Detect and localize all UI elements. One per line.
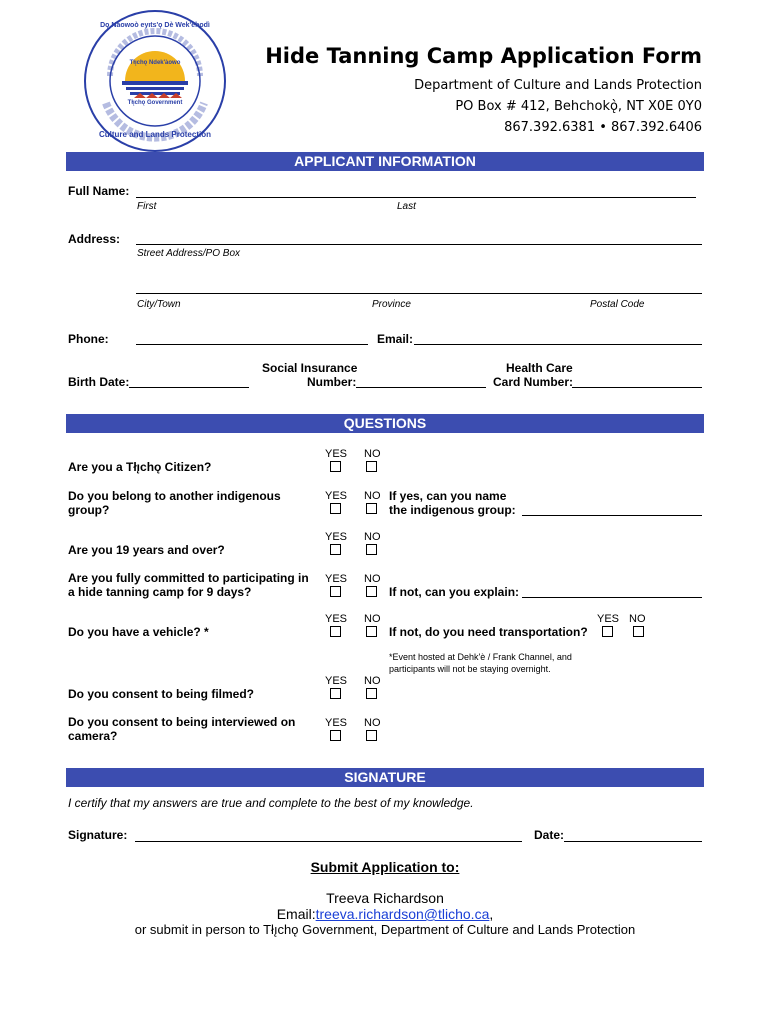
q1-yes-label: YES xyxy=(325,448,348,460)
q3-no-label: NO xyxy=(364,531,381,543)
phone-label: Phone: xyxy=(68,332,109,346)
contact-name: Treeva Richardson xyxy=(326,890,444,906)
q7-no-checkbox[interactable] xyxy=(366,730,377,741)
transport-yes-checkbox[interactable] xyxy=(602,626,613,637)
street-address-field[interactable] xyxy=(136,244,702,245)
q7-label-line-1: Do you consent to being interviewed on xyxy=(68,715,296,729)
q5-yes-label: YES xyxy=(325,613,348,625)
q3-no-checkbox[interactable] xyxy=(366,544,377,555)
phone-field[interactable] xyxy=(136,344,368,345)
q5-no-checkbox[interactable] xyxy=(366,626,377,637)
signature-field[interactable] xyxy=(135,841,522,842)
certification-text: I certify that my answers are true and complete to the best of my knowledge. xyxy=(68,796,474,810)
q6-yes-label: YES xyxy=(325,675,348,687)
first-caption: First xyxy=(137,201,157,212)
q3-yes-checkbox[interactable] xyxy=(330,544,341,555)
q5-yes-checkbox[interactable] xyxy=(330,626,341,637)
email-prefix: Email: xyxy=(276,906,316,922)
q5-follow-up-label: If not, do you need transportation? xyxy=(389,625,588,639)
section-questions: QUESTIONS xyxy=(66,414,704,433)
q4-label-line-1: Are you fully committed to participating in xyxy=(68,571,309,585)
email-field[interactable] xyxy=(414,344,702,345)
logo-text-1: Tłı̨chǫ Ndek'àowo xyxy=(129,60,181,66)
q4-label-line-2: a hide tanning camp for 9 days? xyxy=(68,585,252,599)
street-caption: Street Address/PO Box xyxy=(137,248,241,259)
full-name-label: Full Name: xyxy=(68,184,130,198)
postal-caption: Postal Code xyxy=(590,299,645,310)
transport-yes-label: YES xyxy=(597,613,620,625)
q2-follow-up-line-1: If yes, can you name xyxy=(389,489,507,503)
date-field[interactable] xyxy=(564,841,702,842)
phone-numbers: 867.392.6381 • 867.392.6406 xyxy=(504,120,702,135)
q2-label-line-2: group? xyxy=(68,503,110,517)
birth-date-field[interactable] xyxy=(129,387,249,388)
full-name-field[interactable] xyxy=(136,197,696,198)
q1-no-label: NO xyxy=(364,448,381,460)
section-applicant-information: APPLICANT INFORMATION xyxy=(66,152,704,171)
q7-label-line-2: camera? xyxy=(68,729,118,743)
contact-email-line xyxy=(0,906,770,922)
event-note-line-1: *Event hosted at Dehk'è / Frank Channel, and xyxy=(389,652,572,662)
q7-yes-checkbox[interactable] xyxy=(330,730,341,741)
q2-follow-up-line-2: the indigenous group: xyxy=(389,503,516,517)
transport-no-checkbox[interactable] xyxy=(633,626,644,637)
health-card-label-1: Health Care xyxy=(506,361,573,375)
q5-no-label: NO xyxy=(364,613,381,625)
address-label: Address: xyxy=(68,232,121,246)
submit-heading: Submit Application to: xyxy=(310,859,460,875)
q6-yes-checkbox[interactable] xyxy=(330,688,341,699)
event-note-line-2: participants will not be staying overnight. xyxy=(389,664,551,674)
signature-label: Signature: xyxy=(68,828,128,842)
sin-label-2: Number: xyxy=(307,375,357,389)
birth-date-label: Birth Date: xyxy=(68,375,130,389)
date-label: Date: xyxy=(534,828,565,842)
mailing-address: PO Box # 412, Behchokǫ̀, NT X0E 0Y0 xyxy=(455,99,702,114)
q4-explain-field[interactable] xyxy=(522,597,702,598)
q7-yes-label: YES xyxy=(325,717,348,729)
form-title: Hide Tanning Camp Application Form xyxy=(265,44,702,68)
q6-no-checkbox[interactable] xyxy=(366,688,377,699)
q2-yes-label: YES xyxy=(325,490,348,502)
q2-yes-checkbox[interactable] xyxy=(330,503,341,514)
logo-arc-bottom: Culture and Lands Protection xyxy=(98,130,211,139)
department-name: Department of Culture and Lands Protection xyxy=(414,78,702,93)
q1-yes-checkbox[interactable] xyxy=(330,461,341,472)
transport-no-label: NO xyxy=(629,613,646,625)
q4-no-checkbox[interactable] xyxy=(366,586,377,597)
q4-yes-checkbox[interactable] xyxy=(330,586,341,597)
logo-text-2: Tłı̨chǫ Government xyxy=(127,100,183,106)
q4-yes-label: YES xyxy=(325,573,348,585)
q2-label-line-1: Do you belong to another indigenous xyxy=(68,489,281,503)
city-province-postal-field[interactable] xyxy=(136,293,702,294)
government-logo xyxy=(82,8,228,154)
q4-no-label: NO xyxy=(364,573,381,585)
q7-no-label: NO xyxy=(364,717,381,729)
q6-label: Do you consent to being filmed? xyxy=(68,687,254,701)
indigenous-group-field[interactable] xyxy=(522,515,702,516)
contact-email-link[interactable]: treeva.richardson@tlicho.ca xyxy=(315,906,490,922)
q4-follow-up-label: If not, can you explain: xyxy=(389,585,520,599)
email-label: Email: xyxy=(377,332,414,346)
section-signature: SIGNATURE xyxy=(66,768,704,787)
email-suffix: , xyxy=(489,906,494,922)
q5-label: Do you have a vehicle? * xyxy=(68,625,209,639)
in-person-text: or submit in person to Tłı̨chǫ Government, Department of Culture and Lands Protection xyxy=(134,922,636,937)
last-caption: Last xyxy=(397,201,416,212)
sin-label-1: Social Insurance xyxy=(262,361,358,375)
q3-yes-label: YES xyxy=(325,531,348,543)
logo-arc-top: Dǫ Nàowoò eyıts'ǫ Dè Wek'èhodì xyxy=(100,22,210,29)
q6-no-label: NO xyxy=(364,675,381,687)
health-card-field[interactable] xyxy=(572,387,702,388)
q2-no-label: NO xyxy=(364,490,381,502)
q3-label: Are you 19 years and over? xyxy=(68,543,225,557)
province-caption: Province xyxy=(372,299,411,310)
q1-no-checkbox[interactable] xyxy=(366,461,377,472)
sin-field[interactable] xyxy=(356,387,486,388)
city-caption: City/Town xyxy=(137,299,181,310)
q1-label: Are you a Tłı̨chǫ Citizen? xyxy=(68,460,212,474)
q2-no-checkbox[interactable] xyxy=(366,503,377,514)
health-card-label-2: Card Number: xyxy=(493,375,574,389)
